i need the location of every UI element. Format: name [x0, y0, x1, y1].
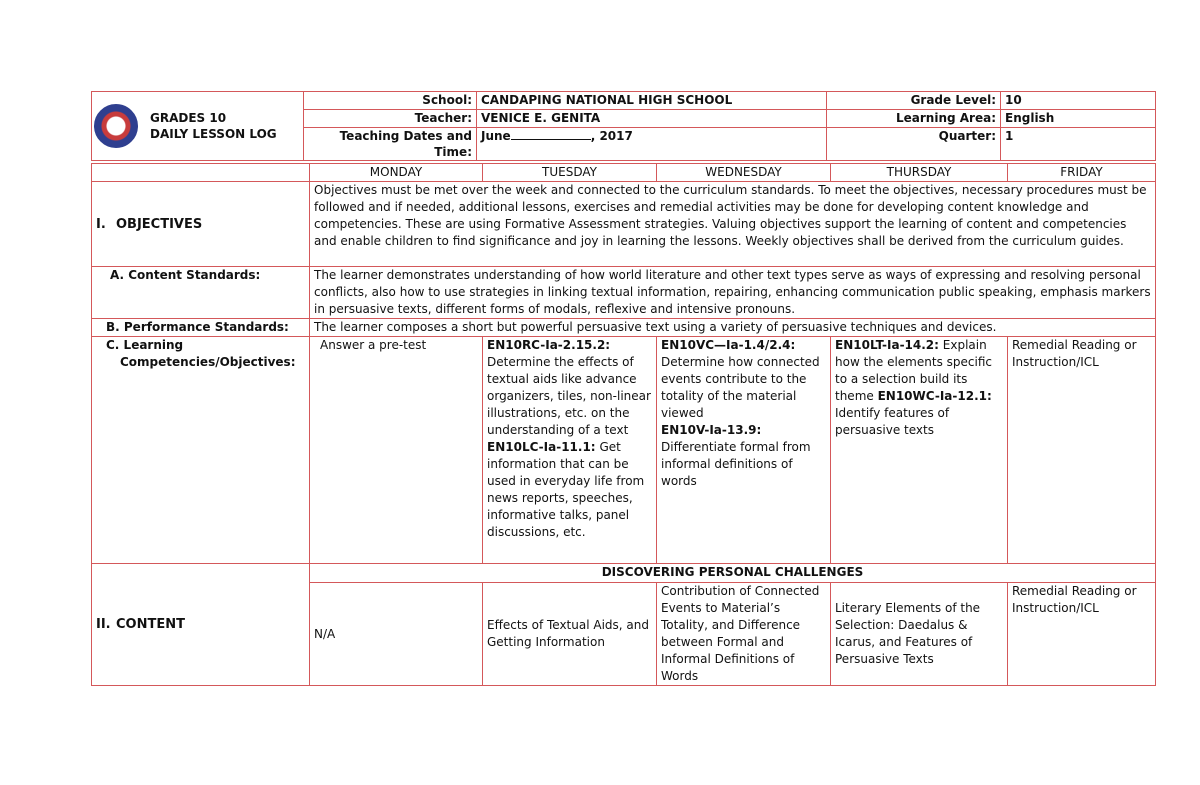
- objectives-text: Objectives must be met over the week and connected to the curriculum standards. To meet the objectives, necessary procedures must be followed and if needed, additional lessons, exercises and remedial activities may be done for developing content knowledge and competencies. These are using Formative Assessment strategies. Valuing objectives support the learning of content and competencies and enable children to find significance and joy in learning the lessons. Weekly objectives shall be derived from the curriculum guides.: [310, 182, 1156, 267]
- competencies-row: [92, 337, 1156, 564]
- day-friday: FRIDAY: [1008, 164, 1156, 182]
- content-monday: N/A: [310, 583, 483, 686]
- performance-standards-text: The learner composes a short but powerful persuasive text using a variety of persuasive techniques and devices.: [310, 319, 1156, 337]
- day-tuesday: TUESDAY: [483, 164, 657, 182]
- competency-text: Get information that can be used in everyday life from news reports, speeches, informative talks, panel discussions, etc.: [487, 440, 645, 539]
- school-value: CANDAPING NATIONAL HIGH SCHOOL: [477, 92, 827, 110]
- content-number: II.: [96, 617, 111, 632]
- competency-code: EN10V-Ia-13.9:: [661, 423, 762, 437]
- day-monday: MONDAY: [310, 164, 483, 182]
- performance-standards-label: B. Performance Standards:: [92, 319, 310, 337]
- objectives-number: I.: [96, 216, 106, 232]
- competency-code: EN10WC-Ia-12.1:: [877, 389, 992, 403]
- header-table: [91, 91, 1156, 161]
- learning-area-label: Learning Area:: [827, 110, 1001, 128]
- objectives-heading: [92, 182, 310, 267]
- competency-text: Differentiate formal from informal definitions of words: [661, 440, 811, 488]
- quarter-label: Quarter:: [827, 128, 1001, 161]
- competency-code: EN10LT-Ia-14.2:: [835, 338, 939, 352]
- date-blank-line: [511, 128, 591, 140]
- content-heading: [92, 564, 310, 686]
- logo-cell: [92, 92, 304, 161]
- grade-level-value: 10: [1001, 92, 1156, 110]
- quarter-value: 1: [1001, 128, 1156, 161]
- content-thursday: Literary Elements of the Selection: Daedalus & Icarus, and Features of Persuasive Texts: [831, 583, 1008, 686]
- teacher-value: VENICE E. GENITA: [477, 110, 827, 128]
- competency-text: Explain how the elements specific to a selection build its theme: [835, 338, 992, 403]
- competency-code: EN10LC-Ia-11.1:: [487, 440, 596, 454]
- learning-area-value: English: [1001, 110, 1156, 128]
- content-friday: Remedial Reading or Instruction/ICL: [1008, 583, 1156, 686]
- dates-month: June: [481, 129, 511, 143]
- corner-cell: [92, 164, 310, 182]
- competency-text: Determine how connected events contribute to the totality of the material viewed: [661, 355, 820, 420]
- content-standards-label: A. Content Standards:: [92, 267, 310, 319]
- days-header-row: [92, 164, 1156, 182]
- competency-wednesday: [657, 337, 831, 564]
- objectives-label: OBJECTIVES: [116, 216, 203, 232]
- competency-text: Identify features of persuasive texts: [835, 406, 950, 437]
- school-label: School:: [304, 92, 477, 110]
- content-tuesday: Effects of Textual Aids, and Getting Information: [483, 583, 657, 686]
- teaching-dates-label: Teaching Dates and Time:: [304, 128, 477, 161]
- competencies-label: [92, 337, 310, 564]
- content-wednesday: Contribution of Connected Events to Material’s Totality, and Difference between Formal and Informal Definitions of Words: [657, 583, 831, 686]
- competency-code: EN10RC-Ia-2.15.2:: [487, 338, 611, 352]
- teaching-dates-value: [477, 128, 827, 161]
- content-standards-text: The learner demonstrates understanding of how world literature and other text types serve as ways of expressing and resolving personal conflicts, also how to use strategies in linking textual information, repairing, enhancing communication public speaking, emphasis markers in persuasive texts, different forms of modals, reflexive and intensive pronouns.: [310, 267, 1156, 319]
- day-wednesday: WEDNESDAY: [657, 164, 831, 182]
- content-theme: DISCOVERING PERSONAL CHALLENGES: [310, 564, 1156, 583]
- competency-monday: Answer a pre-test: [310, 337, 483, 564]
- competency-tuesday: [483, 337, 657, 564]
- competency-friday: Remedial Reading or Instruction/ICL: [1008, 337, 1156, 564]
- logo-title: GRADES 10: [150, 111, 227, 125]
- competency-code: EN10VC—Ia-1.4/2.4:: [661, 338, 796, 352]
- competency-thursday: [831, 337, 1008, 564]
- objectives-row: [92, 182, 1156, 267]
- logo-subtitle: DAILY LESSON LOG: [150, 127, 277, 141]
- content-theme-row: [92, 564, 1156, 583]
- competency-text: Determine the effects of textual aids like advance organizers, tiles, non-linear illustrations, etc. on the understanding of a text: [487, 355, 651, 437]
- competencies-label-line2: Competencies/Objectives:: [120, 355, 296, 369]
- teacher-label: Teacher:: [304, 110, 477, 128]
- competencies-label-line1: C. Learning: [106, 338, 184, 352]
- dates-year: , 2017: [590, 129, 633, 143]
- deped-seal-icon: [94, 104, 138, 148]
- performance-standards-row: [92, 319, 1156, 337]
- day-thursday: THURSDAY: [831, 164, 1008, 182]
- lesson-log-table: [91, 163, 1156, 686]
- grade-level-label: Grade Level:: [827, 92, 1001, 110]
- content-label: CONTENT: [116, 617, 185, 632]
- content-standards-row: [92, 267, 1156, 319]
